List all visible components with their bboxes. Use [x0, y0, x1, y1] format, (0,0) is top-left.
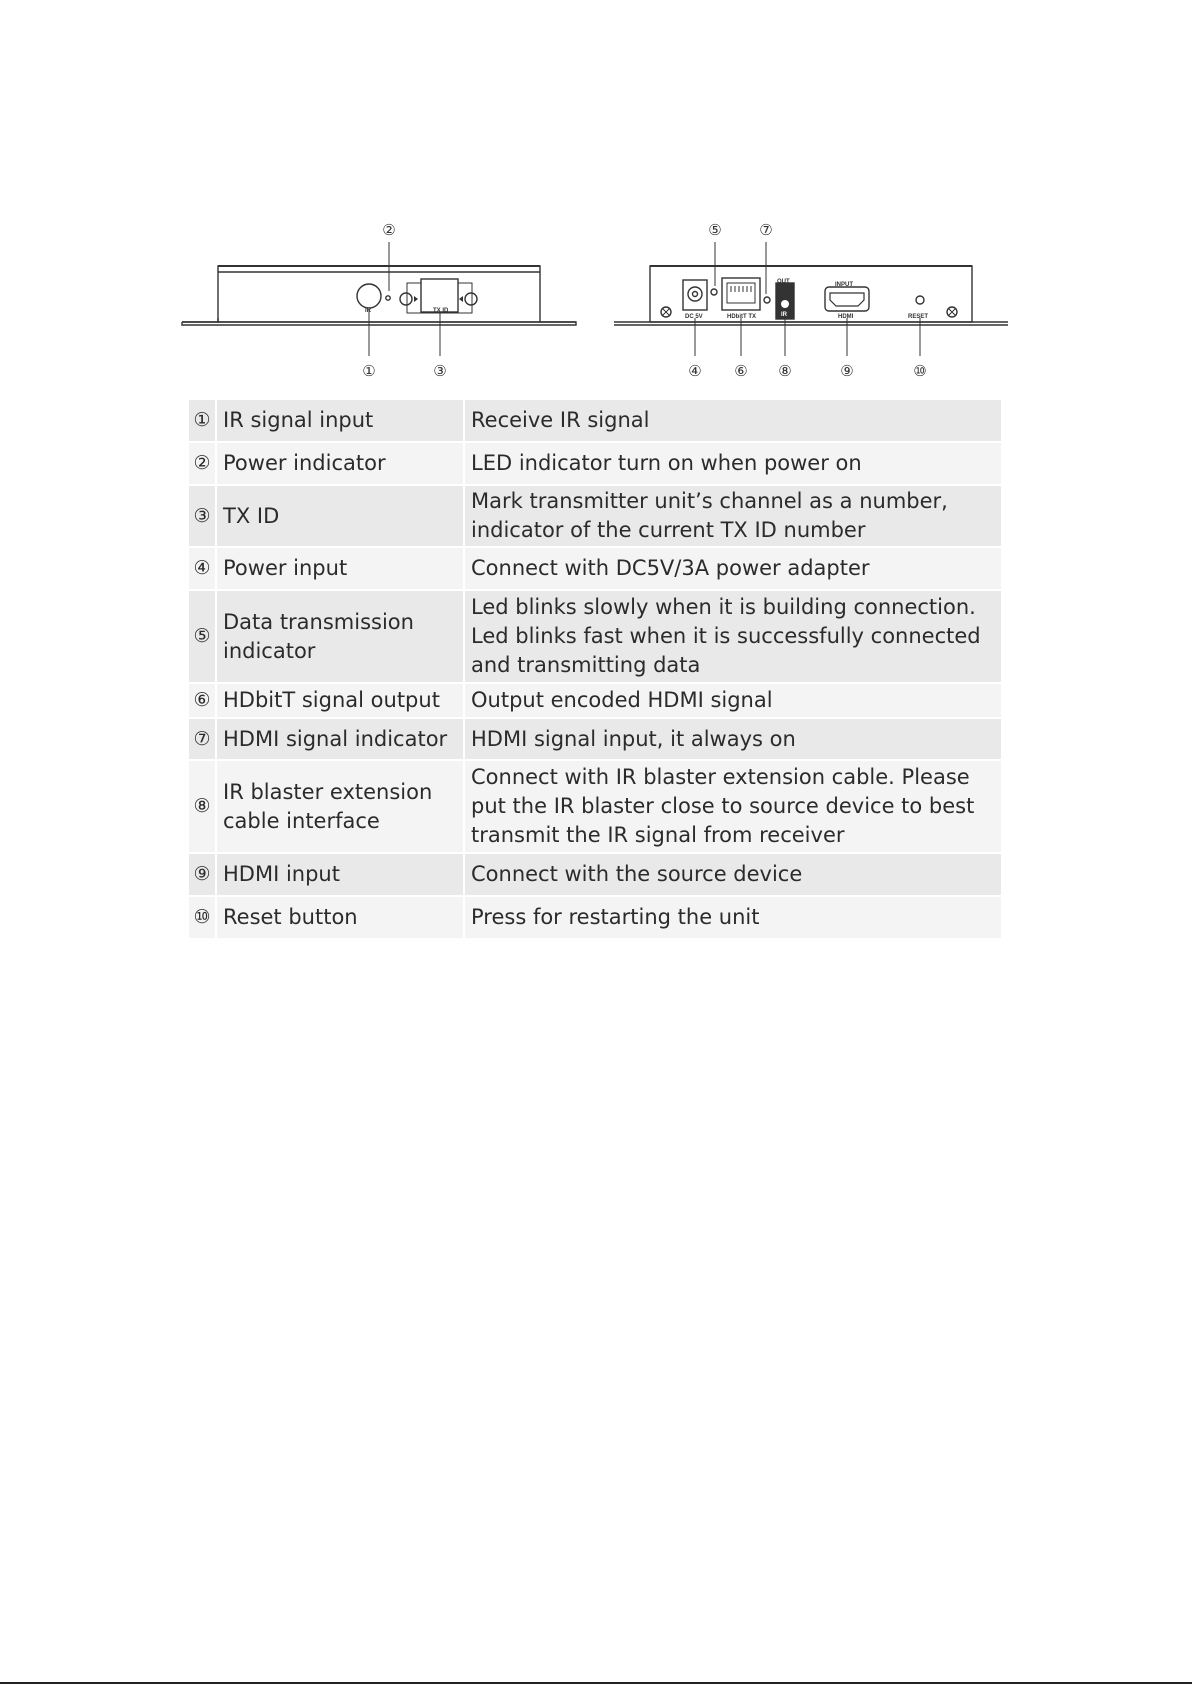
row-number: ③ — [189, 486, 215, 546]
callout-4: ④ — [688, 362, 702, 380]
row-number: ④ — [189, 548, 215, 589]
page-bottom-rule — [0, 1682, 1192, 1684]
ir-label: IR — [365, 308, 371, 314]
row-name: IR signal input — [217, 400, 463, 441]
spec-table — [187, 398, 1003, 940]
row-description: LED indicator turn on when power on — [465, 443, 1001, 484]
data-led-icon — [711, 289, 717, 295]
power-led-icon — [386, 296, 390, 300]
row-name: HDMI signal indicator — [217, 719, 463, 759]
callout-10: ⑩ — [913, 362, 927, 380]
hdbit-label: HDbitT TX — [727, 314, 756, 320]
callout-8: ⑧ — [778, 362, 792, 380]
row-number: ⑤ — [189, 591, 215, 682]
row-number: ⑦ — [189, 719, 215, 759]
table-row — [189, 897, 1001, 938]
table-row — [189, 719, 1001, 759]
row-name: TX ID — [217, 486, 463, 546]
table-row — [189, 486, 1001, 546]
row-description: HDMI signal input, it always on — [465, 719, 1001, 759]
ir-receiver-icon — [357, 284, 381, 308]
panel-diagrams — [0, 0, 1192, 395]
callout-5: ⑤ — [708, 221, 722, 239]
table-row — [189, 548, 1001, 589]
row-name: HDbitT signal output — [217, 684, 463, 717]
table-row — [189, 400, 1001, 441]
reset-button-icon — [916, 296, 924, 304]
table-row — [189, 443, 1001, 484]
row-name: Data transmission indicator — [217, 591, 463, 682]
row-name: Power input — [217, 548, 463, 589]
callout-9: ⑨ — [840, 362, 854, 380]
tx-id-up-button-icon — [465, 293, 477, 305]
row-name: HDMI input — [217, 854, 463, 895]
callout-7: ⑦ — [759, 221, 773, 239]
callout-2: ② — [382, 221, 396, 239]
row-name: IR blaster extension cable interface — [217, 761, 463, 852]
row-number: ① — [189, 400, 215, 441]
hdmi-led-icon — [764, 297, 770, 303]
input-label: INPUT — [835, 282, 853, 288]
tx-id-down-button-icon — [400, 293, 412, 305]
callout-6: ⑥ — [734, 362, 748, 380]
row-name: Reset button — [217, 897, 463, 938]
row-number: ⑧ — [189, 761, 215, 852]
callout-1: ① — [362, 362, 376, 380]
table-row — [189, 684, 1001, 717]
callout-3: ③ — [433, 362, 447, 380]
hdmi-port-icon — [825, 287, 869, 311]
rear-panel-diagram — [614, 242, 1008, 356]
dc-label: DC 5V — [685, 314, 703, 320]
row-number: ② — [189, 443, 215, 484]
front-panel-diagram — [182, 242, 576, 356]
row-description: Connect with DC5V/3A power adapter — [465, 548, 1001, 589]
table-row — [189, 761, 1001, 852]
reset-label: RESET — [908, 314, 929, 320]
table-row — [189, 591, 1001, 682]
hdmi-label: HDMI — [838, 314, 854, 320]
ir-jack-label: IR — [781, 312, 787, 318]
row-description: Led blinks slowly when it is building connection. Led blinks fast when it is successfully connected and transmitting data — [465, 591, 1001, 682]
row-number: ⑥ — [189, 684, 215, 717]
out-label: OUT — [777, 279, 790, 285]
row-number: ⑨ — [189, 854, 215, 895]
row-description: Mark transmitter unit’s channel as a number, indicator of the current TX ID number — [465, 486, 1001, 546]
table-row — [189, 854, 1001, 895]
row-description: Receive IR signal — [465, 400, 1001, 441]
row-description: Output encoded HDMI signal — [465, 684, 1001, 717]
row-name: Power indicator — [217, 443, 463, 484]
row-description: Press for restarting the unit — [465, 897, 1001, 938]
row-number: ⑩ — [189, 897, 215, 938]
dc-jack-icon — [683, 280, 707, 310]
row-description: Connect with IR blaster extension cable. Please put the IR blaster close to source device to best transmit the IR signal from receiver — [465, 761, 1001, 852]
row-description: Connect with the source device — [465, 854, 1001, 895]
tx-id-label: TX ID — [433, 308, 449, 314]
